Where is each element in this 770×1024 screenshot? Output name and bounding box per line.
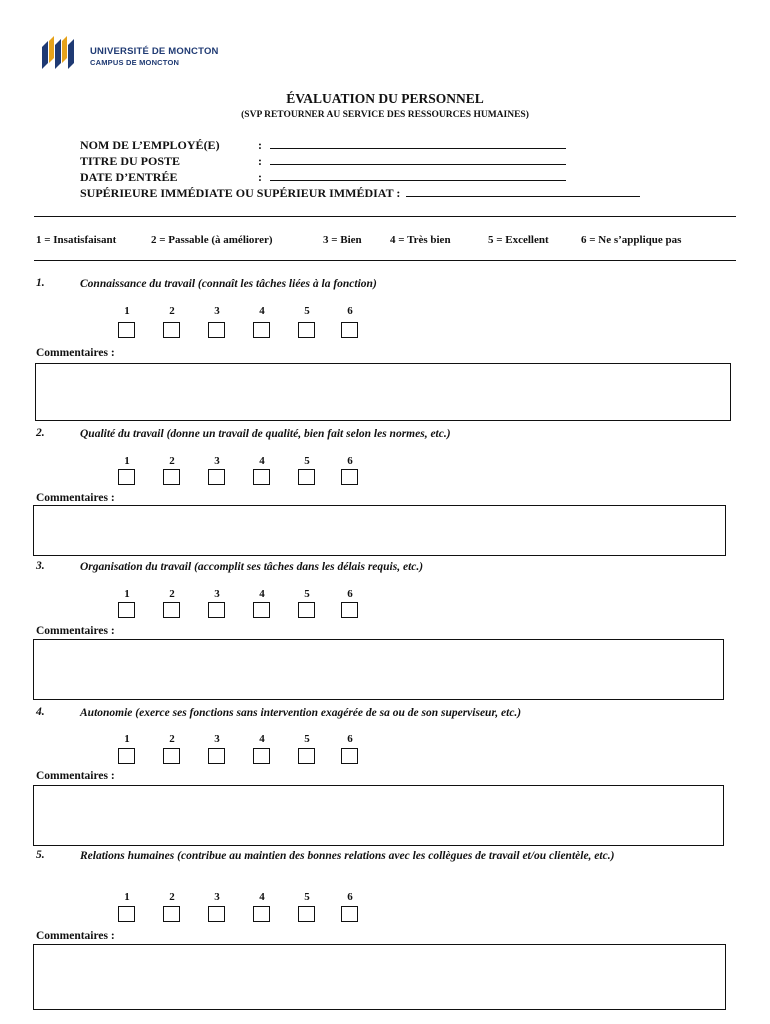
question-3-rating-label-5: 5 — [304, 588, 310, 600]
question-3-rating-checkbox-6[interactable] — [341, 602, 358, 618]
question-2-rating-label-2: 2 — [169, 455, 175, 467]
field-separator: : — [258, 138, 262, 152]
page-subtitle: (SVP RETOURNER AU SERVICE DES RESSOURCES HUMAINES) — [241, 110, 529, 120]
question-2-rating-checkbox-2[interactable] — [163, 469, 180, 485]
question-2-rating-label-5: 5 — [304, 455, 310, 467]
question-3-rating-checkbox-1[interactable] — [118, 602, 135, 618]
question-1-rating-checkbox-6[interactable] — [341, 322, 358, 338]
question-5-rating-checkbox-1[interactable] — [118, 906, 135, 922]
scale-item-1: 1 = Insatisfaisant — [36, 234, 117, 246]
question-5-comments-field[interactable] — [33, 944, 726, 1010]
job-title-line[interactable] — [270, 154, 566, 165]
divider-bottom — [34, 260, 736, 261]
question-5-rating-label-1: 1 — [124, 891, 130, 903]
question-2-rating-checkbox-3[interactable] — [208, 469, 225, 485]
question-3-comments-field[interactable] — [33, 639, 724, 700]
employee-name-line[interactable] — [270, 138, 566, 149]
question-2-rating-label-6: 6 — [347, 455, 353, 467]
question-3-rating-label-2: 2 — [169, 588, 175, 600]
question-5-rating-label-6: 6 — [347, 891, 353, 903]
question-4-comments-field[interactable] — [33, 785, 724, 846]
question-5-comments-label: Commentaires : — [36, 930, 115, 942]
scale-item-4: 4 = Très bien — [390, 234, 451, 246]
logo-line1: UNIVERSITÉ DE MONCTON — [90, 46, 219, 57]
question-5-rating-checkbox-2[interactable] — [163, 906, 180, 922]
question-4-comments-label: Commentaires : — [36, 770, 115, 782]
question-3-rating-checkbox-5[interactable] — [298, 602, 315, 618]
question-2-number: 2. — [36, 427, 45, 439]
employee-name-field[interactable] — [80, 138, 566, 153]
question-3-rating-checkbox-3[interactable] — [208, 602, 225, 618]
supervisor-label: SUPÉRIEURE IMMÉDIATE OU SUPÉRIEUR IMMÉDIAT : — [80, 186, 401, 200]
question-2-rating-checkbox-6[interactable] — [341, 469, 358, 485]
question-3-text: Organisation du travail (accomplit ses tâches dans les délais requis, etc.) — [80, 561, 424, 573]
question-5-rating-checkbox-6[interactable] — [341, 906, 358, 922]
question-2-rating-label-4: 4 — [259, 455, 265, 467]
divider-top — [34, 216, 736, 217]
question-4-rating-checkbox-1[interactable] — [118, 748, 135, 764]
question-4-rating-checkbox-2[interactable] — [163, 748, 180, 764]
question-4-rating-label-3: 3 — [214, 733, 220, 745]
scale-item-6: 6 = Ne s’applique pas — [581, 234, 682, 246]
question-3-rating-checkbox-4[interactable] — [253, 602, 270, 618]
question-2-comments-label: Commentaires : — [36, 492, 115, 504]
question-4-rating-checkbox-5[interactable] — [298, 748, 315, 764]
question-2-text: Qualité du travail (donne un travail de qualité, bien fait selon les normes, etc.) — [80, 428, 451, 440]
question-4-number: 4. — [36, 706, 45, 718]
question-1-rating-label-6: 6 — [347, 305, 353, 317]
question-5-rating-checkbox-4[interactable] — [253, 906, 270, 922]
question-1-rating-checkbox-4[interactable] — [253, 322, 270, 338]
question-4-text: Autonomie (exerce ses fonctions sans intervention exagérée de sa ou de son superviseur, etc.) — [80, 707, 522, 719]
question-2-rating-checkbox-1[interactable] — [118, 469, 135, 485]
question-3-rating-label-6: 6 — [347, 588, 353, 600]
scale-item-3: 3 = Bien — [323, 234, 362, 246]
question-2-comments-field[interactable] — [33, 505, 726, 556]
page-title: ÉVALUATION DU PERSONNEL — [286, 91, 484, 106]
scale-item-2: 2 = Passable (à améliorer) — [151, 234, 273, 246]
question-5-rating-label-2: 2 — [169, 891, 175, 903]
start-date-field[interactable] — [80, 170, 566, 185]
university-logo-text — [90, 46, 219, 67]
question-3-rating-checkbox-2[interactable] — [163, 602, 180, 618]
start-date-label: DATE D’ENTRÉE — [80, 170, 178, 184]
supervisor-field[interactable] — [80, 186, 640, 201]
question-1-rating-label-2: 2 — [169, 305, 175, 317]
field-separator: : — [258, 154, 262, 168]
question-1-rating-label-4: 4 — [259, 305, 265, 317]
question-1-rating-checkbox-5[interactable] — [298, 322, 315, 338]
question-4-rating-label-5: 5 — [304, 733, 310, 745]
question-1-rating-checkbox-1[interactable] — [118, 322, 135, 338]
question-4-rating-checkbox-6[interactable] — [341, 748, 358, 764]
question-5-rating-checkbox-3[interactable] — [208, 906, 225, 922]
question-4-rating-label-4: 4 — [259, 733, 265, 745]
question-5-text: Relations humaines (contribue au maintien des bonnes relations avec les collègues de travail et/ou clientèle, etc.) — [80, 850, 615, 862]
question-3-number: 3. — [36, 560, 45, 572]
question-3-rating-label-3: 3 — [214, 588, 220, 600]
question-4-rating-checkbox-3[interactable] — [208, 748, 225, 764]
question-1-rating-checkbox-2[interactable] — [163, 322, 180, 338]
question-3-rating-label-1: 1 — [124, 588, 130, 600]
supervisor-line[interactable] — [406, 186, 640, 197]
question-1-comments-label: Commentaires : — [36, 347, 115, 359]
employee-name-label: NOM DE L’EMPLOYÉ(E) — [80, 138, 220, 152]
question-5-rating-checkbox-5[interactable] — [298, 906, 315, 922]
question-1-text: Connaissance du travail (connaît les tâches liées à la fonction) — [80, 278, 377, 290]
start-date-line[interactable] — [270, 170, 566, 181]
question-2-rating-checkbox-4[interactable] — [253, 469, 270, 485]
question-1-rating-label-3: 3 — [214, 305, 220, 317]
question-4-rating-label-2: 2 — [169, 733, 175, 745]
question-1-number: 1. — [36, 277, 45, 289]
question-2-rating-checkbox-5[interactable] — [298, 469, 315, 485]
question-3-comments-label: Commentaires : — [36, 625, 115, 637]
scale-item-5: 5 = Excellent — [488, 234, 549, 246]
logo-line2: CAMPUS DE MONCTON — [90, 58, 180, 67]
question-2-rating-label-3: 3 — [214, 455, 220, 467]
university-logo-icon — [40, 33, 76, 71]
question-5-number: 5. — [36, 849, 45, 861]
job-title-label: TITRE DU POSTE — [80, 154, 181, 168]
question-4-rating-checkbox-4[interactable] — [253, 748, 270, 764]
question-5-rating-label-5: 5 — [304, 891, 310, 903]
question-1-rating-checkbox-3[interactable] — [208, 322, 225, 338]
question-2-rating-label-1: 1 — [124, 455, 130, 467]
question-5-rating-label-4: 4 — [259, 891, 265, 903]
question-1-rating-label-1: 1 — [124, 305, 130, 317]
question-4-rating-label-1: 1 — [124, 733, 130, 745]
question-5-rating-label-3: 3 — [214, 891, 220, 903]
question-1-comments-field[interactable] — [35, 363, 731, 421]
question-4-rating-label-6: 6 — [347, 733, 353, 745]
field-separator: : — [258, 170, 262, 184]
question-1-rating-label-5: 5 — [304, 305, 310, 317]
job-title-field[interactable] — [80, 154, 566, 169]
question-3-rating-label-4: 4 — [259, 588, 265, 600]
